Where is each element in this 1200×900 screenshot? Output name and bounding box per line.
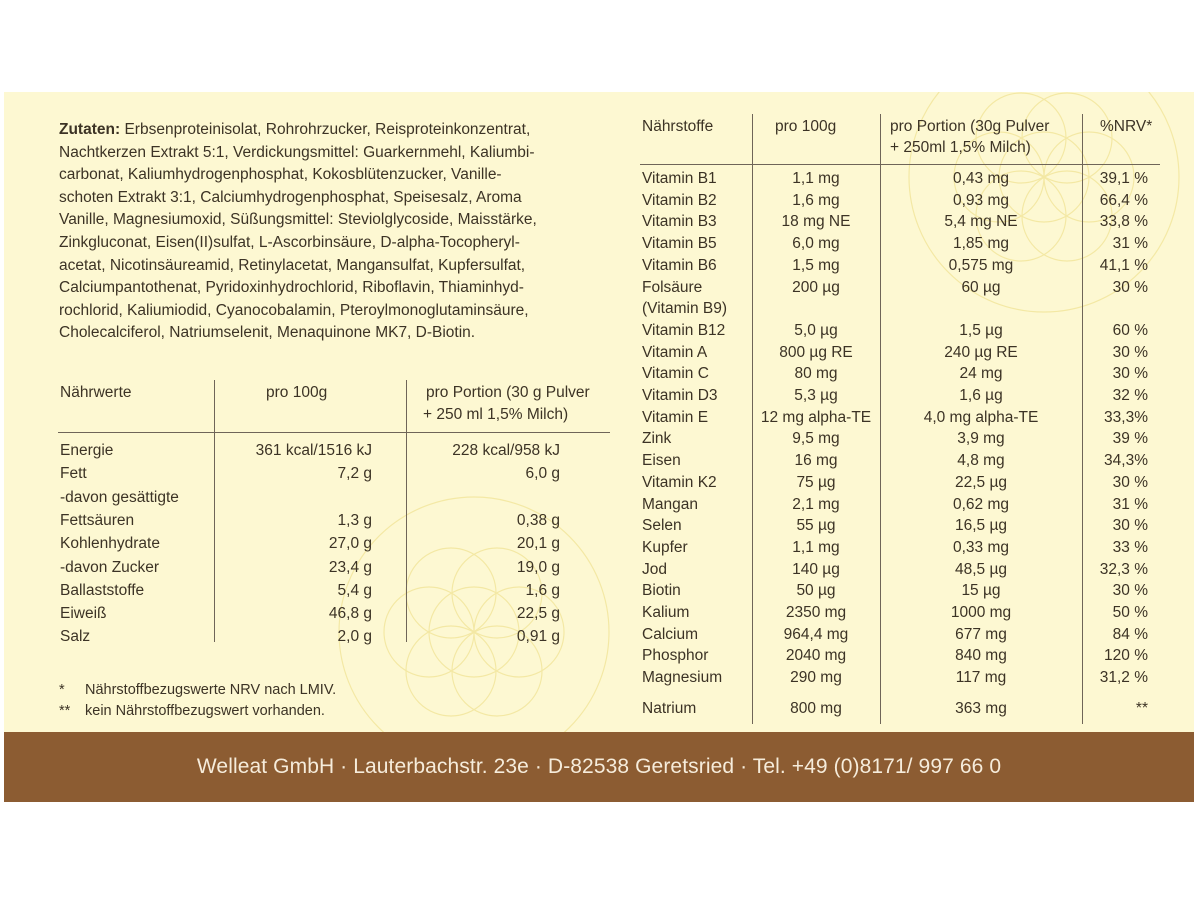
naehrstoffe-row-portion: 15 µg — [961, 582, 1001, 600]
naehrstoffe-row-name: Mangan — [642, 495, 699, 513]
naehrstoffe-row-per100: 140 µg — [792, 560, 840, 578]
naehrstoffe-row-nrv: 30 % — [1112, 343, 1148, 361]
ingredients-heading: Zutaten: — [59, 121, 121, 138]
naehrstoffe-row-nrv: 32,3 % — [1099, 560, 1148, 578]
naehrstoffe-header-rule — [640, 164, 1160, 165]
naehrstoffe-row-portion: 840 mg — [955, 647, 1007, 665]
naehrwerte-row-portion: 1,6 g — [525, 581, 560, 599]
naehrstoffe-row-portion: 5,4 mg NE — [944, 213, 1018, 231]
naehrwerte-row-name: Fett — [60, 465, 87, 483]
footnotes — [59, 680, 336, 722]
naehrstoffe-row-per100: 800 mg — [790, 699, 842, 717]
naehrstoffe-row-name: Vitamin B1 — [642, 170, 717, 187]
naehrstoffe-row-nrv: 32 % — [1112, 387, 1148, 404]
naehrstoffe-row-per100: 2,1 mg — [792, 495, 840, 513]
naehrwerte-row-name: Energie — [60, 442, 114, 459]
naehrstoffe-row-name: Vitamin E — [642, 408, 709, 426]
naehrstoffe-row-per100: 5,0 µg — [794, 321, 838, 339]
naehrwerte-header-rule — [58, 432, 610, 433]
naehrstoffe-row-name: Magnesium — [642, 669, 723, 687]
naehrwerte-row-name: Kohlenhydrate — [60, 535, 160, 553]
naehrstoffe-row-per100: 50 µg — [796, 582, 836, 600]
footnote-mark: * — [59, 682, 65, 698]
naehrstoffe-row-nrv: 34,3% — [1104, 452, 1148, 470]
naehrwerte-row-name: -davon Zucker — [60, 558, 160, 576]
naehrstoffe-row-portion: 1,6 µg — [959, 387, 1003, 404]
naehrstoffe-header-portion: pro Portion (30g Pulver — [890, 118, 1050, 135]
naehrstoffe-row-name: Calcium — [642, 625, 698, 643]
naehrstoffe-row-name: Natrium — [642, 699, 697, 717]
naehrwerte-row-portion: 20,1 g — [516, 535, 560, 553]
naehrstoffe-row-portion: 1000 mg — [950, 604, 1012, 621]
naehrstoffe-row-nrv: 39,1 % — [1099, 170, 1148, 187]
naehrstoffe-row-per100: 5,3 µg — [794, 387, 838, 404]
naehrwerte-row-per100: 23,4 g — [328, 558, 372, 576]
naehrstoffe-row-name: Vitamin K2 — [642, 473, 717, 491]
naehrstoffe-row-portion: 0,43 mg — [952, 170, 1009, 187]
ingredients-line: schoten Extrakt 3:1, Calciumhydrogenphosphat, Speisesalz, Aroma — [59, 188, 522, 206]
naehrstoffe-row-nrv: ** — [1135, 699, 1148, 717]
naehrstoffe-row-per100: 1,1 mg — [792, 538, 840, 556]
naehrwerte-row-portion: 0,91 g — [516, 628, 560, 646]
naehrstoffe-row-per100: 800 µg RE — [779, 343, 853, 361]
naehrstoffe-row-nrv: 30 % — [1112, 365, 1148, 383]
ingredients-line: carbonat, Kaliumhydrogenphosphat, Kokosblütenzucker, Vanille- — [59, 166, 502, 184]
naehrstoffe-row-portion: 48,5 µg — [954, 560, 1008, 578]
ingredients-line: Cholecalciferol, Natriumselenit, Menaquinone MK7, D-Biotin. — [59, 324, 476, 342]
naehrstoffe-row-name: Vitamin B2 — [642, 191, 717, 209]
naehrwerte-header-portion: pro Portion (30 g Pulver — [426, 384, 590, 401]
naehrstoffe-row-portion: 240 µg RE — [944, 343, 1018, 361]
naehrstoffe-row-name: Vitamin B6 — [642, 256, 717, 274]
naehrstoffe-row-name: Kupfer — [642, 538, 688, 556]
naehrwerte-row-portion: 19,0 g — [516, 558, 560, 576]
footnote — [59, 701, 336, 722]
naehrstoffe-row-per100: 2040 mg — [785, 647, 847, 665]
naehrstoffe-row-nrv: 30 % — [1112, 582, 1148, 600]
naehrstoffe-row-name: Vitamin B5 — [642, 235, 717, 253]
footnote — [59, 680, 336, 701]
naehrwerte-row-name: -davon gesättigte — [60, 488, 179, 506]
naehrstoffe-header-portion-2: + 250ml 1,5% Milch) — [890, 139, 1031, 156]
naehrstoffe-row-nrv: 33,3% — [1104, 408, 1148, 426]
naehrwerte-row-name: Ballaststoffe — [60, 581, 145, 599]
naehrstoffe-row-per100: 1,5 mg — [792, 256, 840, 274]
naehrstoffe-row-per100: 200 µg — [792, 278, 840, 296]
naehrstoffe-header-nrv: %NRV* — [1100, 118, 1153, 135]
naehrstoffe-row-nrv: 60 % — [1112, 321, 1148, 339]
naehrstoffe-row-portion: 4,8 mg — [957, 452, 1005, 470]
ingredients-line: Vanille, Magnesiumoxid, Süßungsmittel: Steviolglycoside, Maisstärke, — [59, 211, 537, 229]
naehrstoffe-row-portion: 22,5 µg — [954, 473, 1008, 491]
naehrwerte-row-per100: 7,2 g — [337, 465, 372, 483]
naehrstoffe-row-per100: 16 mg — [794, 452, 838, 470]
naehrstoffe-row-per100: 9,5 mg — [792, 430, 840, 448]
naehrstoffe-row-portion: 1,5 µg — [959, 321, 1003, 339]
naehrwerte-row-portion: 228 kcal/958 kJ — [452, 442, 560, 459]
naehrwerte-header-name: Nährwerte — [60, 384, 132, 401]
naehrstoffe-row-portion: 0,575 mg — [948, 256, 1014, 274]
naehrstoffe-row-portion: 24 mg — [959, 365, 1003, 383]
naehrwerte-divider — [406, 380, 407, 642]
naehrwerte-header-per100: pro 100g — [266, 384, 328, 401]
naehrstoffe-row-per100: 18 mg NE — [781, 213, 851, 231]
naehrstoffe-row-nrv: 30 % — [1112, 278, 1148, 296]
naehrstoffe-row-nrv: 120 % — [1104, 647, 1148, 665]
naehrstoffe-row-name: Vitamin B3 — [642, 213, 717, 231]
naehrstoffe-row-nrv: 30 % — [1112, 517, 1148, 535]
naehrstoffe-row-name: Kalium — [642, 604, 690, 621]
ingredients-text — [59, 119, 619, 345]
naehrwerte-row-portion: 6,0 g — [525, 465, 560, 483]
naehrstoffe-row-portion: 3,9 mg — [957, 430, 1005, 448]
naehrwerte-row-per100: 46,8 g — [328, 605, 372, 623]
naehrstoffe-row-name: Phosphor — [642, 647, 709, 665]
naehrstoffe-row-per100: 964,4 mg — [783, 625, 849, 643]
ingredients-line: acetat, Nicotinsäureamid, Retinylacetat, Mangansulfat, Kupfersulfat, — [59, 256, 526, 274]
ingredients-line: rochlorid, Kaliumiodid, Cyanocobalamin, Pteroylmonoglutaminsäure, — [59, 301, 529, 319]
ingredients-line: Zinkgluconat, Eisen(II)sulfat, L-Ascorbinsäure, D-alpha-Tocopheryl- — [59, 233, 520, 251]
naehrwerte-row-per100: 2,0 g — [337, 628, 372, 646]
footnote-mark: ** — [59, 703, 71, 719]
ingredients-line: Calciumpantothenat, Pyridoxinhydrochlorid, Riboflavin, Thiaminhyd- — [59, 279, 524, 297]
naehrwerte-row-portion: 0,38 g — [516, 511, 560, 529]
naehrstoffe-row-name: Vitamin C — [642, 365, 709, 383]
nutrition-label — [4, 92, 1194, 802]
footnote-text: Nährstoffbezugswerte NRV nach LMIV. — [85, 682, 337, 698]
naehrwerte-row-portion: 22,5 g — [516, 605, 560, 623]
naehrwerte-divider — [214, 380, 215, 642]
naehrstoffe-row-portion: 117 mg — [955, 669, 1007, 687]
naehrstoffe-row-name: Biotin — [642, 582, 681, 600]
naehrstoffe-row-portion: 363 mg — [955, 699, 1007, 717]
naehrstoffe-row-portion: 1,85 mg — [952, 235, 1009, 253]
naehrwerte-row-per100: 1,3 g — [337, 511, 372, 529]
naehrstoffe-row-name: Folsäure — [642, 278, 703, 296]
naehrwerte-row-name: Fettsäuren — [60, 511, 135, 529]
ingredients-line: Nachtkerzen Extrakt 5:1, Verdickungsmittel: Guarkernmehl, Kaliumbi- — [59, 143, 535, 161]
naehrwerte-row-name: Eiweiß — [60, 605, 107, 623]
naehrstoffe-row-name: Vitamin A — [642, 343, 708, 361]
naehrstoffe-row-per100: 1,6 mg — [792, 191, 840, 209]
naehrstoffe-row-per100: 80 mg — [794, 365, 838, 383]
naehrwerte-row-name: Salz — [60, 628, 91, 646]
naehrstoffe-row-per100: 55 µg — [796, 517, 836, 535]
naehrstoffe-row-portion: 0,33 mg — [952, 538, 1009, 556]
naehrstoffe-row-nrv: 31 % — [1112, 235, 1148, 253]
naehrstoffe-row-per100: 12 mg alpha-TE — [760, 408, 872, 426]
naehrstoffe-row-name: Vitamin D3 — [642, 387, 718, 404]
naehrstoffe-row-per100: 1,1 mg — [792, 170, 840, 187]
naehrstoffe-row-name: Eisen — [642, 452, 681, 470]
naehrstoffe-row-name: Vitamin B12 — [642, 321, 726, 339]
naehrstoffe-row-nrv: 33 % — [1112, 538, 1148, 556]
naehrstoffe-row-nrv: 31,2 % — [1099, 669, 1148, 687]
naehrstoffe-row-portion: 4,0 mg alpha-TE — [923, 408, 1039, 426]
naehrstoffe-row-name: Zink — [642, 430, 672, 448]
naehrstoffe-row-portion: 16,5 µg — [954, 517, 1008, 535]
naehrstoffe-row-per100: 75 µg — [796, 473, 836, 491]
naehrstoffe-row-portion: 0,62 mg — [952, 495, 1009, 513]
naehrwerte-row-per100: 27,0 g — [328, 535, 372, 553]
naehrstoffe-row-nrv: 41,1 % — [1099, 256, 1148, 274]
naehrwerte-row-per100: 361 kcal/1516 kJ — [255, 442, 372, 459]
company-footer — [4, 732, 1194, 802]
naehrstoffe-row-name: (Vitamin B9) — [642, 300, 727, 318]
naehrstoffe-row-name: Jod — [642, 560, 667, 578]
naehrstoffe-row-per100: 6,0 mg — [792, 235, 840, 253]
naehrstoffe-row-nrv: 31 % — [1112, 495, 1148, 513]
naehrstoffe-row-portion: 0,93 mg — [952, 191, 1009, 209]
naehrstoffe-row-per100: 290 mg — [790, 669, 842, 687]
naehrstoffe-header-name: Nährstoffe — [642, 118, 714, 135]
company-address: Welleat GmbH · Lauterbachstr. 23e · D-82538 Geretsried · Tel. +49 (0)8171/ 997 66 0 — [196, 755, 1002, 778]
naehrstoffe-row-portion: 677 mg — [955, 625, 1007, 643]
naehrstoffe-row-portion: 60 µg — [961, 278, 1001, 296]
naehrstoffe-row-nrv: 50 % — [1112, 604, 1148, 621]
naehrstoffe-row-nrv: 33,8 % — [1099, 213, 1148, 231]
naehrstoffe-row-nrv: 84 % — [1112, 625, 1148, 643]
naehrstoffe-header-per100: pro 100g — [775, 118, 837, 135]
naehrstoffe-row-nrv: 66,4 % — [1099, 191, 1148, 209]
naehrwerte-header-portion-2: + 250 ml 1,5% Milch) — [423, 406, 569, 423]
naehrwerte-row-per100: 5,4 g — [337, 581, 372, 599]
naehrstoffe-row-nrv: 39 % — [1112, 430, 1148, 448]
ingredients-line: Zutaten: Erbsenproteinisolat, Rohrohrzucker, Reisproteinkonzentrat, — [59, 121, 531, 138]
naehrstoffe-divider — [1082, 114, 1083, 724]
naehrstoffe-row-name: Selen — [642, 517, 682, 535]
naehrstoffe-row-nrv: 30 % — [1112, 473, 1148, 491]
footnote-text: kein Nährstoffbezugswert vorhanden. — [85, 703, 325, 719]
naehrstoffe-row-per100: 2350 mg — [785, 604, 847, 621]
